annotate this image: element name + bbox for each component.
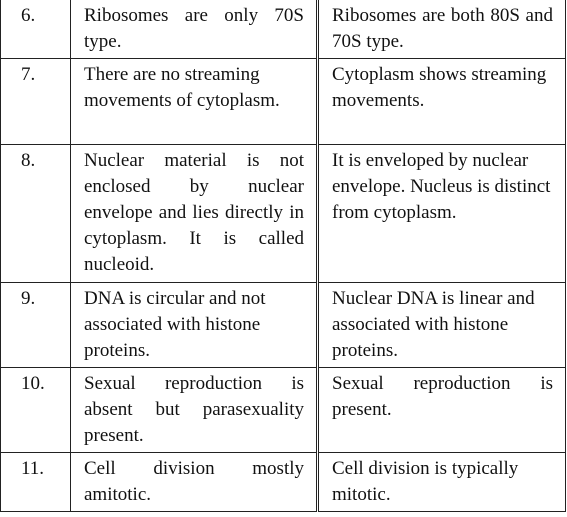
prokaryotic-cell: Nuclear material is not enclosed by nuclear envelope and lies directly in cytoplasm. It is called nucleoid. xyxy=(71,145,318,283)
prokaryotic-cell: There are no streaming movements of cytoplasm. xyxy=(71,59,318,145)
row-number: 11. xyxy=(1,453,71,512)
eukaryotic-cell: Cell division is typically mitotic. xyxy=(318,453,566,512)
table-row xyxy=(1,59,566,145)
prokaryotic-cell: Sexual reproduction is absent but parasexuality present. xyxy=(71,368,318,453)
eukaryotic-cell: Cytoplasm shows streaming movements. xyxy=(318,59,566,145)
eukaryotic-cell: Nuclear DNA is linear and associated with histone proteins. xyxy=(318,283,566,368)
row-number: 8. xyxy=(1,145,71,283)
row-number: 10. xyxy=(1,368,71,453)
row-number: 9. xyxy=(1,283,71,368)
eukaryotic-cell: Sexual reproduction is present. xyxy=(318,368,566,453)
prokaryotic-cell: Cell division mostly amitotic. xyxy=(71,453,318,512)
table-row xyxy=(1,368,566,453)
row-number: 6. xyxy=(1,0,71,59)
table-row xyxy=(1,0,566,59)
table-row xyxy=(1,453,566,512)
row-number: 7. xyxy=(1,59,71,145)
prokaryotic-cell: Ribosomes are only 70S type. xyxy=(71,0,318,59)
eukaryotic-cell: It is enveloped by nuclear envelope. Nucleus is distinct from cytoplasm. xyxy=(318,145,566,283)
table-row xyxy=(1,283,566,368)
eukaryotic-cell: Ribosomes are both 80S and 70S type. xyxy=(318,0,566,59)
table-row xyxy=(1,145,566,283)
prokaryotic-cell: DNA is circular and not associated with histone proteins. xyxy=(71,283,318,368)
